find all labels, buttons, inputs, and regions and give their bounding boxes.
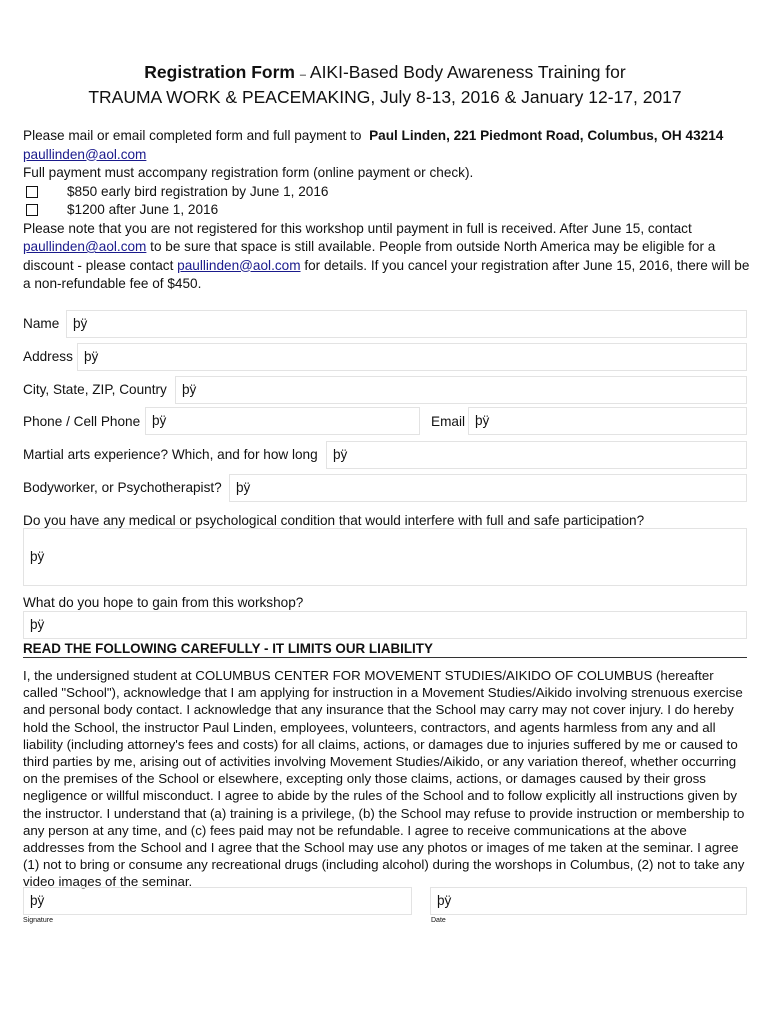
email-link-3[interactable]: paullinden@aol.com	[177, 257, 301, 273]
mail-address: Paul Linden, 221 Piedmont Road, Columbus, OH 43214	[369, 128, 724, 143]
payment-note: Full payment must accompany registration form (online payment or check).	[23, 165, 474, 180]
martial-arts-field[interactable]: þÿ	[326, 441, 747, 469]
signature-label: Signature	[23, 917, 53, 924]
email-link[interactable]: paullinden@aol.com	[23, 146, 147, 162]
hope-field[interactable]: þÿ	[23, 611, 747, 639]
bodyworker-field[interactable]: þÿ	[229, 474, 747, 502]
title-bold: Registration Form	[144, 62, 295, 82]
waiver-heading: READ THE FOLLOWING CAREFULLY - IT LIMITS OUR LIABILITY	[23, 641, 747, 658]
city-field[interactable]: þÿ	[175, 376, 747, 404]
option-early-bird	[23, 183, 753, 202]
medical-label: Do you have any medical or psychological condition that would interfere with full and safe participation?	[23, 513, 645, 528]
city-label: City, State, ZIP, Country	[23, 382, 167, 397]
address-label: Address	[23, 349, 73, 364]
option-late	[23, 201, 753, 220]
bodyworker-label: Bodyworker, or Psychotherapist?	[23, 480, 222, 495]
option-late-label: $1200 after June 1, 2016	[67, 202, 219, 217]
note-b: to be sure that space is still available. People from outside North America may be eligible for a discount - please contact	[23, 239, 716, 273]
note-a: Please note that you are not registered for this workshop until payment in full is received. After June 15, contact	[23, 220, 692, 236]
martial-arts-label: Martial arts experience? Which, and for how long	[23, 447, 318, 462]
option-early-bird-label: $850 early bird registration by June 1, 2016	[67, 183, 329, 199]
form-subtitle: TRAUMA WORK & PEACEMAKING, July 8-13, 2016 & January 12-17, 2017	[88, 87, 682, 107]
intro-block	[23, 127, 753, 294]
registration-note	[23, 220, 753, 294]
waiver-text: I, the undersigned student at COLUMBUS CENTER FOR MOVEMENT STUDIES/AIKIDO OF COLUMBUS (hereafter called "School"), acknowledge that I am applying for instruction in a Movement Studies/Aikido involving strenuous exercise and personal body contact. I acknowledge that any insurance that the School may carry may not cover injury. I do hereby hold the School, the instructor Paul Linden, employees, volunteers, contractors, and agents harmless from any and all liability (including attorney's fees and costs) for all claims, actions, or damages due to injuries suffered by me or caused to third parties by me, arising out of activities involving Movement Studies/Aikido, or any variation thereof, whether occurring on the premises of the School or elsewhere, excepting only those claims, actions, or damages caused by their gross negligence or willful misconduct. I agree to abide by the rules of the School and to follow explicitly all instructions given by the instructor. I understand that (a) training is a privilege, (b) the School may refuse to provide instruction or membership to any person at any time, and (c) fees paid may not be refundable. I agree to receive communications at the above addresses from the School and I agree that the School may use any photos or images of me taken at the seminar. I agree (1) not to bring or consume any recreational drugs (including alcohol) during the worshops in Columbus, (2) not to take any video images of the seminar.	[23, 668, 745, 890]
note-c: for details. If you cancel your registration after June 15, 2016, there will be a non-refundable fee of $450.	[23, 257, 750, 291]
late-checkbox[interactable]	[26, 204, 38, 216]
phone-field[interactable]: þÿ	[145, 407, 420, 435]
signature-field[interactable]: þÿ	[23, 887, 412, 915]
title-rest: AIKI-Based Body Awareness Training for	[309, 62, 626, 82]
date-label: Date	[431, 917, 446, 924]
phone-label: Phone / Cell Phone	[23, 414, 141, 429]
email-label: Email	[431, 414, 465, 429]
title-dash: –	[299, 69, 306, 81]
email-field[interactable]: þÿ	[468, 407, 747, 435]
mail-line	[23, 127, 753, 146]
name-label: Name	[23, 316, 60, 331]
form-title	[0, 62, 770, 83]
name-field[interactable]: þÿ	[66, 310, 747, 338]
mail-text: Please mail or email completed form and full payment to	[23, 128, 362, 143]
early-bird-checkbox[interactable]	[26, 186, 38, 198]
date-field[interactable]: þÿ	[430, 887, 747, 915]
medical-field[interactable]: þÿ	[23, 528, 747, 586]
hope-label: What do you hope to gain from this workshop?	[23, 595, 304, 610]
email-link-2[interactable]: paullinden@aol.com	[23, 239, 147, 254]
address-field[interactable]: þÿ	[77, 343, 747, 371]
